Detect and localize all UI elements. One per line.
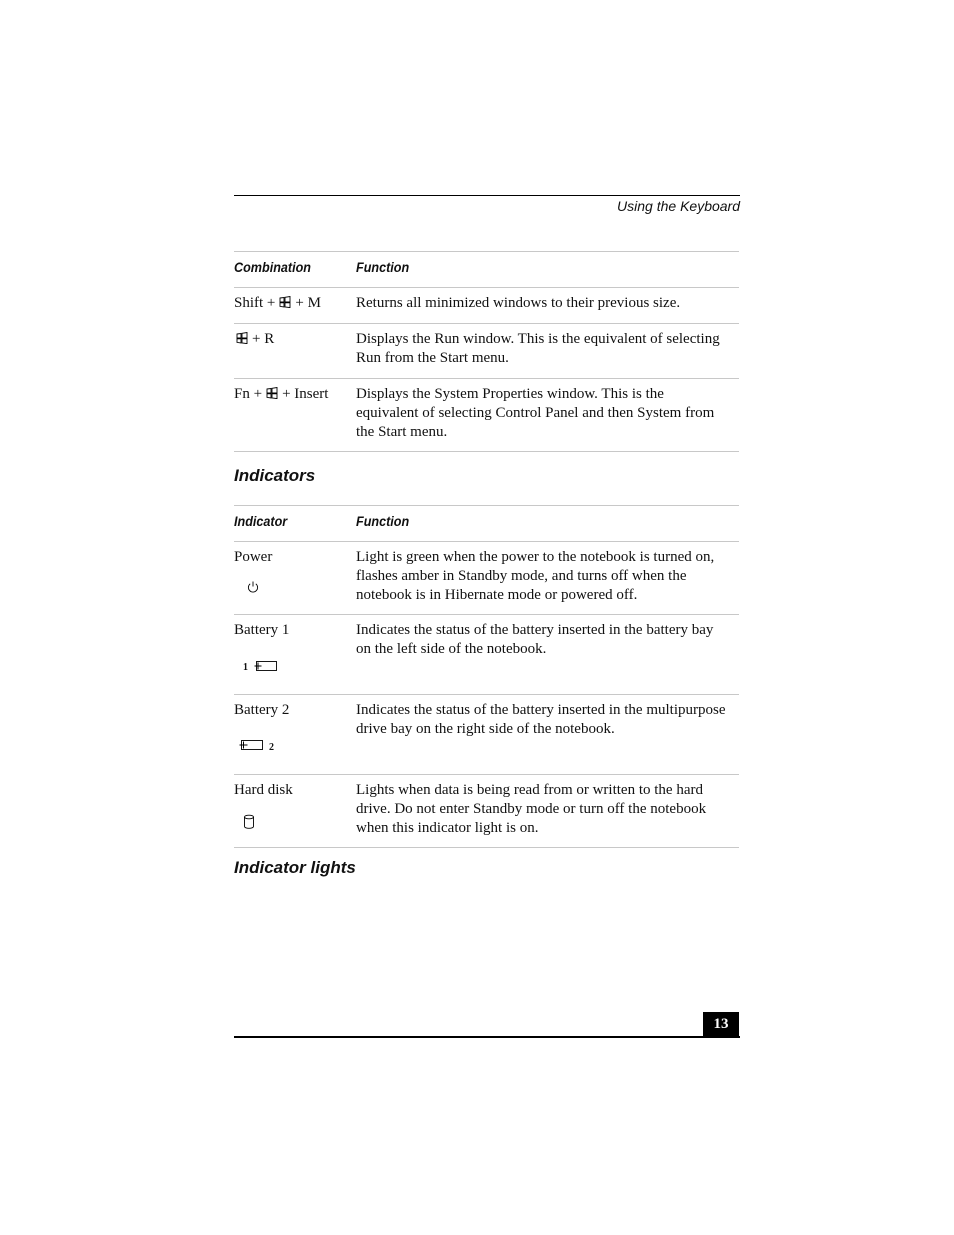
- function-line: equivalent of selecting Control Panel and then System from: [356, 405, 715, 421]
- function-line: drive bay on the right side of the notebook.: [356, 721, 615, 737]
- running-header: Using the Keyboard: [617, 198, 740, 214]
- footer-rule: [234, 1036, 740, 1038]
- windows-key-icon: [266, 387, 278, 399]
- indicator-function: [356, 615, 739, 695]
- battery-2-icon: [239, 739, 264, 751]
- function-line: the Start menu.: [356, 424, 448, 440]
- section-heading-indicators: Indicators: [234, 466, 316, 485]
- combo-key: + R: [252, 331, 275, 347]
- combo-modifier: Fn +: [234, 386, 263, 402]
- function-line: Displays the Run window. This is the equivalent of selecting: [356, 331, 720, 347]
- combo-function: [356, 379, 739, 452]
- indicator-function: [356, 695, 739, 775]
- table-row: [234, 695, 739, 775]
- function-line: notebook is in Hibernate mode or powered off.: [356, 587, 638, 603]
- power-icon: [246, 580, 260, 594]
- battery-1-icon: [254, 660, 278, 672]
- function-line: Indicates the status of the battery inserted in the multipurpose: [356, 702, 726, 718]
- function-line: when this indicator light is on.: [356, 820, 539, 836]
- function-line: Lights when data is being read from or written to the hard: [356, 782, 703, 798]
- indicator-function: [356, 542, 739, 615]
- indicator-name: Power: [234, 549, 273, 565]
- function-line: on the left side of the notebook.: [356, 641, 547, 657]
- table-row: [234, 775, 739, 848]
- function-line: flashes amber in Standby mode, and turns off when the: [356, 568, 687, 584]
- table-row: [234, 615, 739, 695]
- header-function: Function: [356, 259, 410, 275]
- combo-key: + M: [295, 295, 321, 311]
- header-rule: [234, 195, 740, 196]
- indicator-table: [234, 505, 739, 848]
- battery-1-icon-label: 1: [243, 662, 248, 673]
- combo-function: [356, 324, 739, 379]
- function-line: Indicates the status of the battery inserted in the battery bay: [356, 622, 714, 638]
- combination-table: [234, 251, 739, 452]
- combo-key: + Insert: [282, 386, 329, 402]
- function-line: Light is green when the power to the notebook is turned on,: [356, 549, 715, 565]
- combo-modifier: Shift +: [234, 295, 276, 311]
- windows-key-icon: [279, 296, 291, 308]
- indicator-name: Hard disk: [234, 782, 293, 798]
- function-line: drive. Do not enter Standby mode or turn off the notebook: [356, 801, 707, 817]
- combo-function: Returns all minimized windows to their previous size.: [356, 295, 681, 311]
- indicator-function: [356, 775, 739, 848]
- battery-2-icon-label: 2: [269, 742, 274, 753]
- indicator-table-header: [234, 506, 739, 542]
- function-line: Displays the System Properties window. This is the: [356, 386, 664, 402]
- table-row: [234, 324, 739, 379]
- combination-table-header: [234, 252, 739, 288]
- function-line: Run from the Start menu.: [356, 350, 509, 366]
- header-indicator: Indicator: [234, 513, 288, 529]
- page-number: 13: [703, 1012, 739, 1037]
- table-row: [234, 542, 739, 615]
- windows-key-icon: [236, 332, 248, 344]
- hard-disk-icon: [243, 814, 255, 830]
- section-heading-indicator-lights: Indicator lights: [234, 858, 356, 877]
- header-function: Function: [356, 513, 410, 529]
- table-row: [234, 288, 739, 324]
- indicator-name: Battery 2: [234, 702, 290, 718]
- header-combination: Combination: [234, 259, 311, 275]
- table-row: [234, 379, 739, 452]
- indicator-name: Battery 1: [234, 622, 290, 638]
